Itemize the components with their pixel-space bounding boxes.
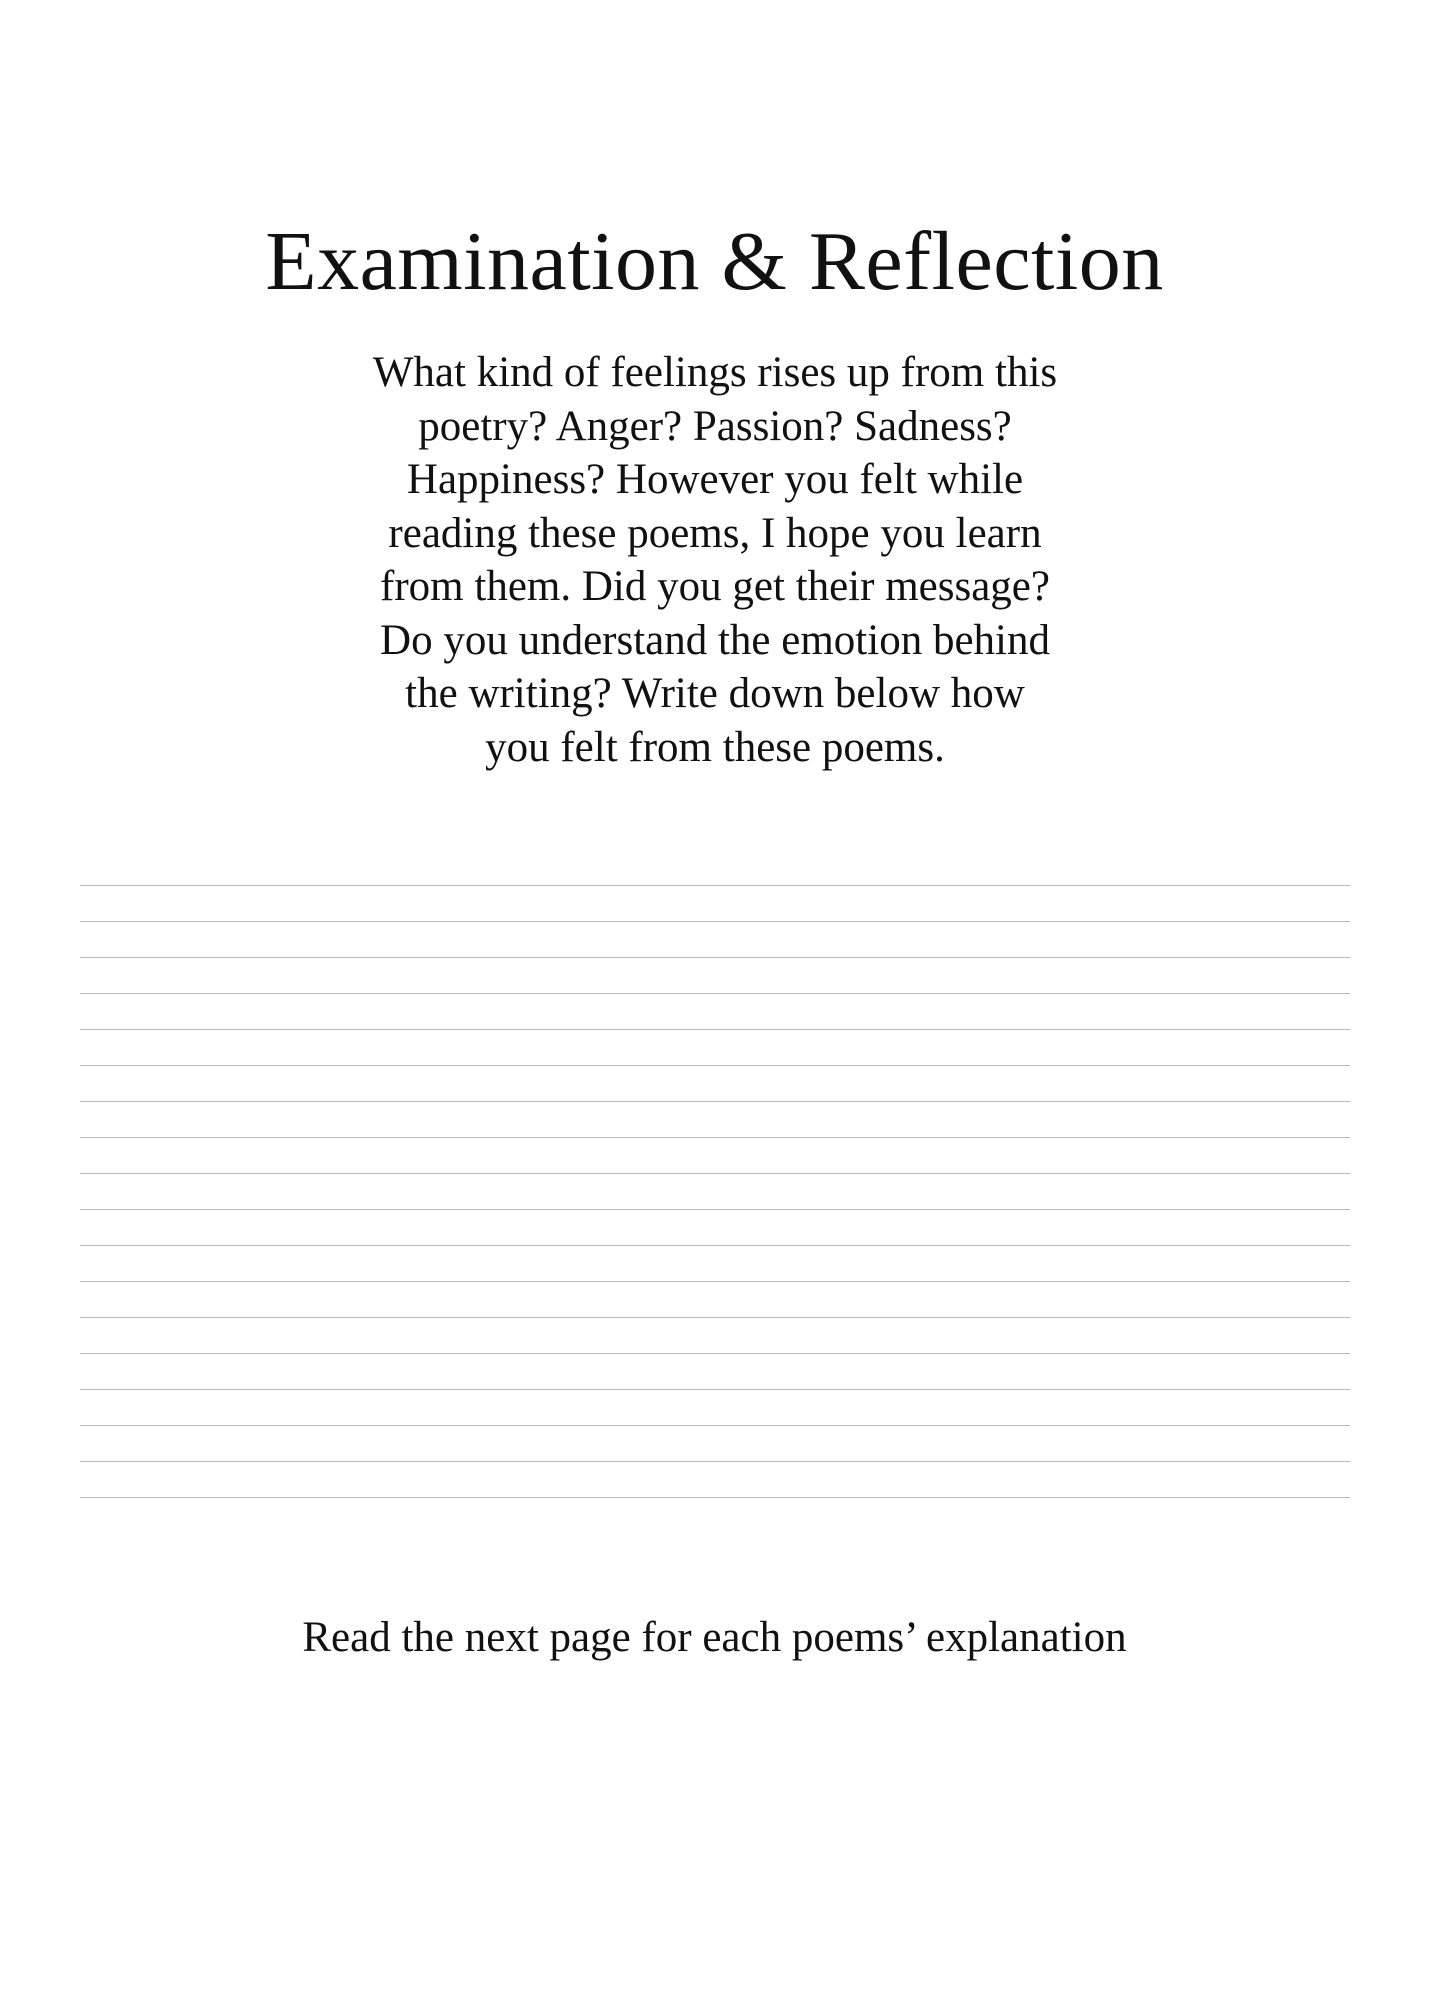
intro-line: Happiness? However you felt while bbox=[406, 456, 1024, 503]
writing-line[interactable] bbox=[80, 1389, 1350, 1390]
intro-line: the writing? Write down below how bbox=[405, 670, 1025, 717]
footer-note: Read the next page for each poems’ explanation bbox=[302, 1614, 1127, 1661]
intro-line: What kind of feelings rises up from this bbox=[372, 349, 1058, 396]
writing-line[interactable] bbox=[80, 1173, 1350, 1174]
writing-line[interactable] bbox=[80, 921, 1350, 922]
writing-line[interactable] bbox=[80, 1497, 1350, 1498]
writing-area[interactable] bbox=[80, 885, 1350, 1505]
intro-line: poetry? Anger? Passion? Sadness? bbox=[418, 402, 1012, 450]
intro-line: reading these poems, I hope you learn bbox=[388, 509, 1042, 557]
writing-line[interactable] bbox=[80, 1425, 1350, 1426]
writing-line[interactable] bbox=[80, 1461, 1350, 1462]
writing-line[interactable] bbox=[80, 1353, 1350, 1354]
writing-line[interactable] bbox=[80, 1101, 1350, 1102]
intro-line: from them. Did you get their message? bbox=[380, 563, 1050, 610]
writing-line[interactable] bbox=[80, 993, 1350, 994]
page-title: Examination & Reflection bbox=[265, 215, 1164, 308]
writing-line[interactable] bbox=[80, 885, 1350, 886]
writing-line[interactable] bbox=[80, 1209, 1350, 1210]
writing-line[interactable] bbox=[80, 1029, 1350, 1030]
writing-line[interactable] bbox=[80, 1281, 1350, 1282]
intro-line: Do you understand the emotion behind bbox=[380, 616, 1050, 664]
intro-paragraph bbox=[330, 346, 1100, 774]
writing-line[interactable] bbox=[80, 1245, 1350, 1246]
writing-line[interactable] bbox=[80, 1317, 1350, 1318]
writing-line[interactable] bbox=[80, 957, 1350, 958]
intro-line: you felt from these poems. bbox=[485, 723, 945, 771]
writing-line[interactable] bbox=[80, 1065, 1350, 1066]
writing-line[interactable] bbox=[80, 1137, 1350, 1138]
